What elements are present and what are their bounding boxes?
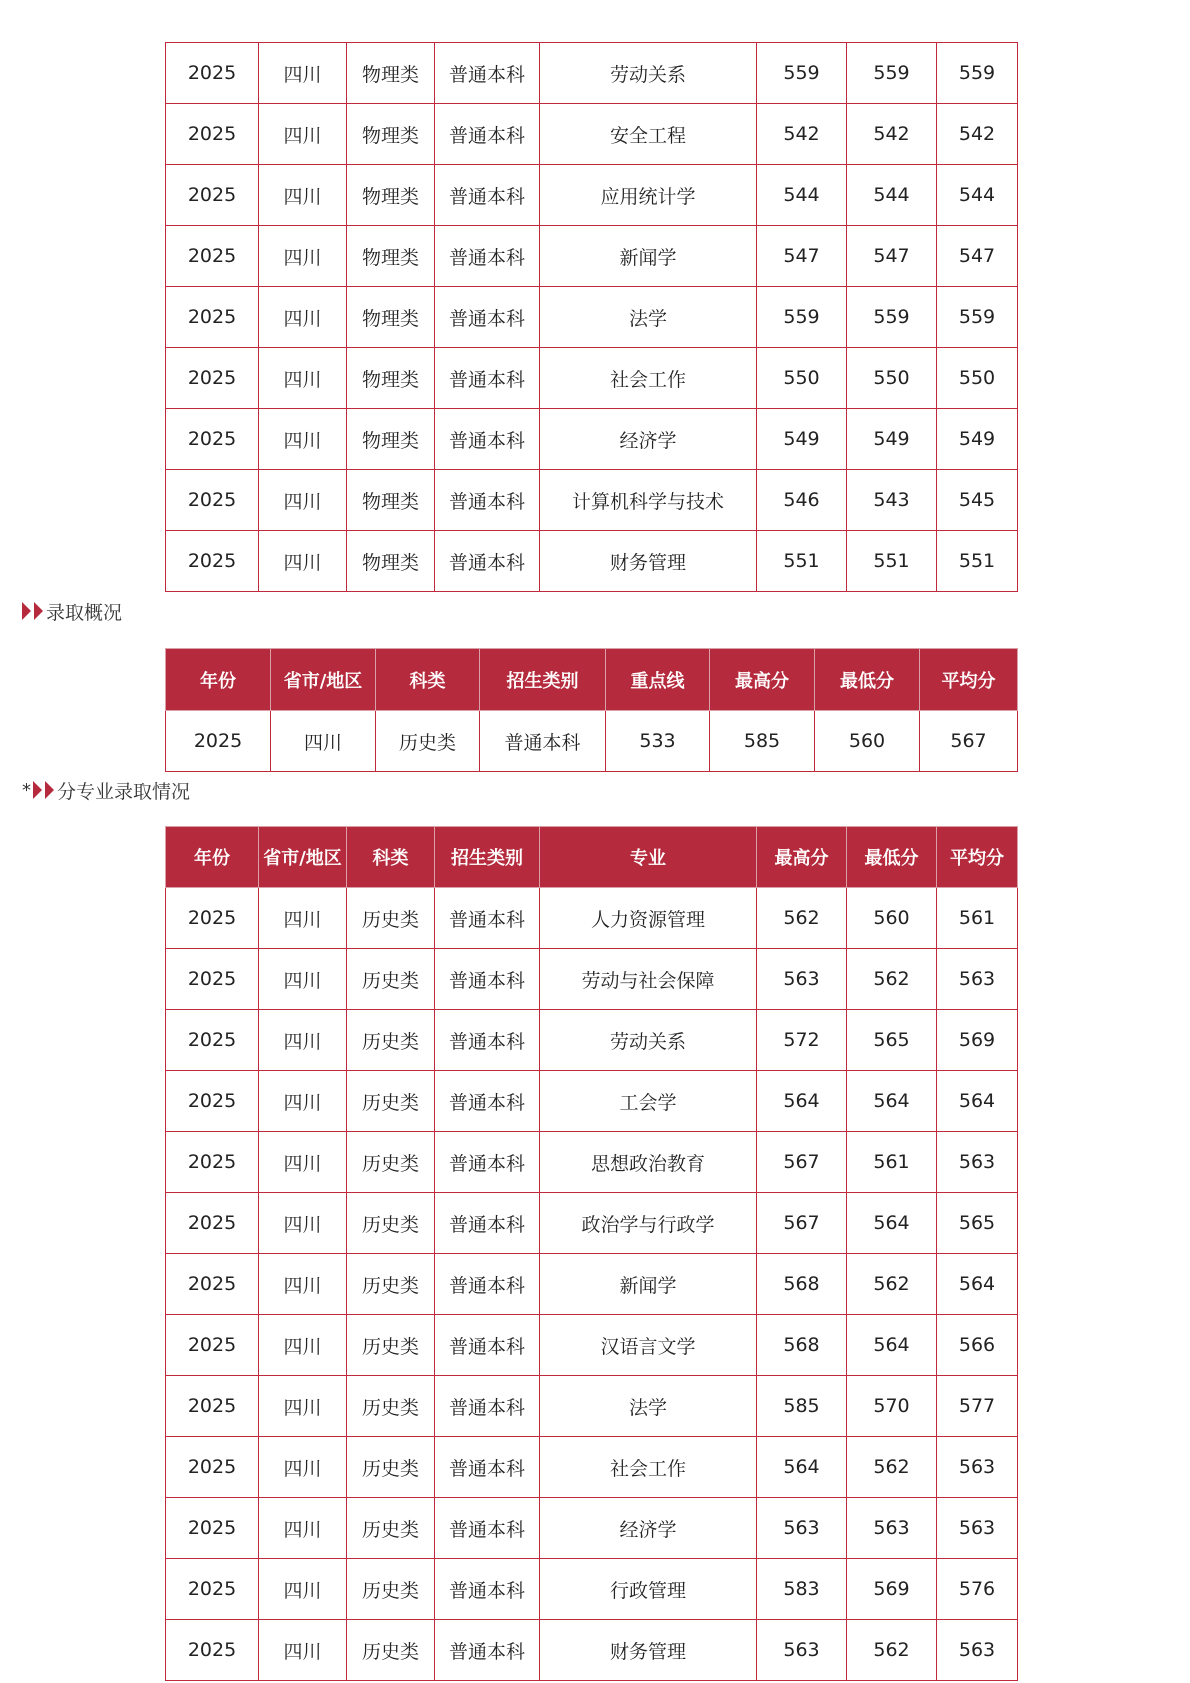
cell-major-or-line: 法学: [540, 287, 757, 348]
cell-province: 四川: [259, 1132, 347, 1193]
cell-year: 2025: [166, 1254, 259, 1315]
header-year: 年份: [166, 649, 271, 711]
header-avg-score: 平均分: [920, 649, 1018, 711]
cell-max-score: 559: [757, 287, 847, 348]
cell-major-or-line: 财务管理: [540, 531, 757, 592]
cell-subject: 物理类: [347, 531, 435, 592]
table-row: [166, 1315, 1018, 1376]
cell-enrollment-type: 普通本科: [435, 1071, 540, 1132]
cell-subject: 历史类: [347, 1132, 435, 1193]
cell-subject: 物理类: [347, 226, 435, 287]
header-min-score: 最低分: [815, 649, 920, 711]
cell-min-score: 559: [847, 287, 937, 348]
cell-avg-score: 542: [937, 104, 1018, 165]
cell-year: 2025: [166, 104, 259, 165]
header-subject: 科类: [376, 649, 480, 711]
cell-major-or-line: 法学: [540, 1376, 757, 1437]
table-row: [166, 888, 1018, 949]
cell-year: 2025: [166, 1132, 259, 1193]
cell-min-score: 551: [847, 531, 937, 592]
cell-avg-score: 567: [920, 711, 1018, 772]
cell-subject: 历史类: [347, 888, 435, 949]
cell-major-or-line: 行政管理: [540, 1559, 757, 1620]
cell-max-score: 542: [757, 104, 847, 165]
header-avg-score: 平均分: [937, 827, 1018, 888]
cell-avg-score: 563: [937, 949, 1018, 1010]
cell-province: 四川: [259, 1071, 347, 1132]
cell-enrollment-type: 普通本科: [435, 287, 540, 348]
cell-avg-score: 559: [937, 287, 1018, 348]
cell-province: 四川: [259, 104, 347, 165]
cell-province: 四川: [259, 470, 347, 531]
cell-enrollment-type: 普通本科: [435, 888, 540, 949]
cell-year: 2025: [166, 1010, 259, 1071]
cell-enrollment-type: 普通本科: [435, 226, 540, 287]
cell-min-score: 562: [847, 1437, 937, 1498]
cell-min-score: 549: [847, 409, 937, 470]
cell-min-score: 559: [847, 43, 937, 104]
triangle-bullet-icon: [34, 602, 43, 620]
cell-year: 2025: [166, 1193, 259, 1254]
cell-max-score: 568: [757, 1315, 847, 1376]
cell-avg-score: 563: [937, 1620, 1018, 1681]
cell-subject: 历史类: [347, 1254, 435, 1315]
cell-subject: 物理类: [347, 43, 435, 104]
cell-min-score: 564: [847, 1193, 937, 1254]
cell-max-score: 572: [757, 1010, 847, 1071]
table-row: [166, 43, 1018, 104]
cell-year: 2025: [166, 949, 259, 1010]
cell-avg-score: 565: [937, 1193, 1018, 1254]
cell-min-score: 560: [847, 888, 937, 949]
cell-province: 四川: [271, 711, 376, 772]
table-row: [166, 1254, 1018, 1315]
cell-enrollment-type: 普通本科: [435, 531, 540, 592]
cell-subject: 物理类: [347, 348, 435, 409]
cell-subject: 历史类: [347, 1315, 435, 1376]
cell-max-score: 567: [757, 1193, 847, 1254]
cell-min-score: 550: [847, 348, 937, 409]
cell-subject: 物理类: [347, 104, 435, 165]
cell-min-score: 561: [847, 1132, 937, 1193]
cell-major-or-line: 社会工作: [540, 348, 757, 409]
table-row: [166, 287, 1018, 348]
cell-enrollment-type: 普通本科: [435, 165, 540, 226]
cell-enrollment-type: 普通本科: [435, 1315, 540, 1376]
cell-year: 2025: [166, 165, 259, 226]
cell-province: 四川: [259, 949, 347, 1010]
cell-major-or-line: 经济学: [540, 1498, 757, 1559]
cell-major-or-line: 政治学与行政学: [540, 1193, 757, 1254]
header-major: 专业: [540, 827, 757, 888]
cell-subject: 物理类: [347, 165, 435, 226]
cell-year: 2025: [166, 287, 259, 348]
cell-province: 四川: [259, 1376, 347, 1437]
cell-province: 四川: [259, 888, 347, 949]
cell-avg-score: 559: [937, 43, 1018, 104]
cell-major-or-line: 汉语言文学: [540, 1315, 757, 1376]
cell-year: 2025: [166, 888, 259, 949]
cell-subject: 历史类: [347, 1010, 435, 1071]
cell-avg-score: 566: [937, 1315, 1018, 1376]
table-row: [166, 711, 1018, 772]
cell-max-score: 563: [757, 1620, 847, 1681]
cell-year: 2025: [166, 348, 259, 409]
cell-province: 四川: [259, 226, 347, 287]
header-subject: 科类: [347, 827, 435, 888]
cell-year: 2025: [166, 226, 259, 287]
cell-min-score: 565: [847, 1010, 937, 1071]
table-row: [166, 1193, 1018, 1254]
history-major-admission-table: [165, 826, 1018, 1681]
cell-major-or-line: 安全工程: [540, 104, 757, 165]
cell-year: 2025: [166, 1437, 259, 1498]
cell-province: 四川: [259, 348, 347, 409]
cell-enrollment-type: 普通本科: [435, 1254, 540, 1315]
cell-province: 四川: [259, 1559, 347, 1620]
cell-avg-score: 545: [937, 470, 1018, 531]
cell-avg-score: 547: [937, 226, 1018, 287]
cell-subject: 物理类: [347, 287, 435, 348]
cell-year: 2025: [166, 1376, 259, 1437]
table-row: [166, 531, 1018, 592]
cell-major-or-line: 工会学: [540, 1071, 757, 1132]
cell-enrollment-type: 普通本科: [435, 104, 540, 165]
table-row: [166, 1498, 1018, 1559]
cell-min-score: 570: [847, 1376, 937, 1437]
table-row: [166, 1559, 1018, 1620]
cell-province: 四川: [259, 165, 347, 226]
header-max-score: 最高分: [710, 649, 815, 711]
cell-province: 四川: [259, 43, 347, 104]
cell-enrollment-type: 普通本科: [435, 1498, 540, 1559]
overview-table-body: [166, 711, 1018, 772]
cell-year: 2025: [166, 1071, 259, 1132]
cell-major-or-line: 应用统计学: [540, 165, 757, 226]
cell-avg-score: 549: [937, 409, 1018, 470]
cell-max-score: 563: [757, 1498, 847, 1559]
cell-major-or-line: 经济学: [540, 409, 757, 470]
cell-min-score: 564: [847, 1071, 937, 1132]
cell-enrollment-type: 普通本科: [435, 1437, 540, 1498]
cell-min-score: 544: [847, 165, 937, 226]
cell-min-score: 542: [847, 104, 937, 165]
asterisk-mark: *: [22, 779, 31, 801]
cell-avg-score: 564: [937, 1071, 1018, 1132]
table-row: [166, 104, 1018, 165]
cell-enrollment-type: 普通本科: [435, 1193, 540, 1254]
admission-overview-title: 录取概况: [46, 601, 123, 624]
cell-enrollment-type: 普通本科: [435, 949, 540, 1010]
cell-major-or-line: 劳动关系: [540, 43, 757, 104]
table-row: [166, 226, 1018, 287]
triangle-bullet-icon: [33, 781, 42, 799]
major-admission-title: 分专业录取情况: [57, 780, 191, 803]
header-year: 年份: [166, 827, 259, 888]
cell-year: 2025: [166, 1315, 259, 1376]
history-table-body: [166, 888, 1018, 1681]
cell-max-score: 585: [710, 711, 815, 772]
cell-province: 四川: [259, 1437, 347, 1498]
cell-year: 2025: [166, 1498, 259, 1559]
table-row: [166, 1437, 1018, 1498]
cell-major-or-line: 新闻学: [540, 226, 757, 287]
cell-major-or-line: 劳动与社会保障: [540, 949, 757, 1010]
cell-enrollment-type: 普通本科: [435, 1132, 540, 1193]
cell-subject: 历史类: [347, 1437, 435, 1498]
table-row: [166, 1376, 1018, 1437]
cell-province: 四川: [259, 1010, 347, 1071]
table-row: [166, 409, 1018, 470]
cell-min-score: 547: [847, 226, 937, 287]
cell-major-or-line: 思想政治教育: [540, 1132, 757, 1193]
cell-min-score: 564: [847, 1315, 937, 1376]
cell-max-score: 546: [757, 470, 847, 531]
header-enrollment-type: 招生类别: [480, 649, 606, 711]
header-province: 省市/地区: [271, 649, 376, 711]
cell-province: 四川: [259, 1498, 347, 1559]
table-row: [166, 1010, 1018, 1071]
cell-major-or-line: 社会工作: [540, 1437, 757, 1498]
cell-enrollment-type: 普通本科: [435, 1010, 540, 1071]
cell-enrollment-type: 普通本科: [435, 409, 540, 470]
table-row: [166, 1620, 1018, 1681]
cell-province: 四川: [259, 287, 347, 348]
cell-avg-score: 564: [937, 1254, 1018, 1315]
table-row: [166, 470, 1018, 531]
cell-subject: 历史类: [347, 1376, 435, 1437]
cell-year: 2025: [166, 409, 259, 470]
cell-min-score: 569: [847, 1559, 937, 1620]
cell-major-or-line: 人力资源管理: [540, 888, 757, 949]
physics-table-body: [166, 43, 1018, 592]
table-row: [166, 165, 1018, 226]
cell-min-score: 562: [847, 949, 937, 1010]
cell-subject: 历史类: [347, 1071, 435, 1132]
cell-enrollment-type: 普通本科: [435, 470, 540, 531]
table-row: [166, 1071, 1018, 1132]
admission-overview-heading: [22, 597, 122, 625]
physics-major-admission-table: [165, 42, 1018, 592]
cell-max-score: 563: [757, 949, 847, 1010]
cell-major-or-line: 533: [606, 711, 710, 772]
cell-enrollment-type: 普通本科: [435, 1620, 540, 1681]
cell-max-score: 551: [757, 531, 847, 592]
cell-max-score: 583: [757, 1559, 847, 1620]
cell-max-score: 547: [757, 226, 847, 287]
triangle-bullet-icon: [45, 781, 54, 799]
cell-enrollment-type: 普通本科: [480, 711, 606, 772]
cell-province: 四川: [259, 531, 347, 592]
cell-subject: 历史类: [347, 1559, 435, 1620]
header-max-score: 最高分: [757, 827, 847, 888]
cell-max-score: 564: [757, 1071, 847, 1132]
cell-major-or-line: 劳动关系: [540, 1010, 757, 1071]
cell-max-score: 550: [757, 348, 847, 409]
cell-major-or-line: 财务管理: [540, 1620, 757, 1681]
cell-enrollment-type: 普通本科: [435, 1376, 540, 1437]
cell-min-score: 562: [847, 1620, 937, 1681]
major-admission-heading: [22, 776, 190, 804]
table-row: [166, 949, 1018, 1010]
cell-max-score: 585: [757, 1376, 847, 1437]
cell-major-or-line: 计算机科学与技术: [540, 470, 757, 531]
header-key-line: 重点线: [606, 649, 710, 711]
cell-avg-score: 569: [937, 1010, 1018, 1071]
cell-avg-score: 551: [937, 531, 1018, 592]
cell-major-or-line: 新闻学: [540, 1254, 757, 1315]
cell-province: 四川: [259, 1315, 347, 1376]
cell-subject: 历史类: [347, 1498, 435, 1559]
cell-avg-score: 561: [937, 888, 1018, 949]
cell-min-score: 543: [847, 470, 937, 531]
cell-max-score: 567: [757, 1132, 847, 1193]
cell-avg-score: 563: [937, 1132, 1018, 1193]
cell-max-score: 544: [757, 165, 847, 226]
header-enrollment-type: 招生类别: [435, 827, 540, 888]
cell-enrollment-type: 普通本科: [435, 43, 540, 104]
cell-subject: 历史类: [347, 1193, 435, 1254]
history-admission-overview-table: [165, 648, 1018, 772]
cell-avg-score: 563: [937, 1498, 1018, 1559]
cell-avg-score: 563: [937, 1437, 1018, 1498]
cell-max-score: 559: [757, 43, 847, 104]
cell-avg-score: 577: [937, 1376, 1018, 1437]
table-header-row: [166, 649, 1018, 711]
cell-year: 2025: [166, 711, 271, 772]
cell-max-score: 564: [757, 1437, 847, 1498]
header-province: 省市/地区: [259, 827, 347, 888]
cell-enrollment-type: 普通本科: [435, 1559, 540, 1620]
table-row: [166, 348, 1018, 409]
table-row: [166, 1132, 1018, 1193]
cell-max-score: 568: [757, 1254, 847, 1315]
cell-enrollment-type: 普通本科: [435, 348, 540, 409]
header-min-score: 最低分: [847, 827, 937, 888]
cell-subject: 物理类: [347, 470, 435, 531]
cell-max-score: 549: [757, 409, 847, 470]
cell-avg-score: 544: [937, 165, 1018, 226]
cell-province: 四川: [259, 1193, 347, 1254]
triangle-bullet-icon: [22, 602, 31, 620]
cell-province: 四川: [259, 409, 347, 470]
cell-subject: 历史类: [347, 1620, 435, 1681]
cell-year: 2025: [166, 531, 259, 592]
cell-avg-score: 576: [937, 1559, 1018, 1620]
cell-min-score: 563: [847, 1498, 937, 1559]
cell-min-score: 562: [847, 1254, 937, 1315]
cell-year: 2025: [166, 43, 259, 104]
table-header-row: [166, 827, 1018, 888]
cell-province: 四川: [259, 1620, 347, 1681]
cell-avg-score: 550: [937, 348, 1018, 409]
cell-subject: 物理类: [347, 409, 435, 470]
cell-subject: 历史类: [376, 711, 480, 772]
cell-year: 2025: [166, 1620, 259, 1681]
cell-max-score: 562: [757, 888, 847, 949]
cell-year: 2025: [166, 1559, 259, 1620]
cell-year: 2025: [166, 470, 259, 531]
cell-min-score: 560: [815, 711, 920, 772]
cell-province: 四川: [259, 1254, 347, 1315]
cell-subject: 历史类: [347, 949, 435, 1010]
